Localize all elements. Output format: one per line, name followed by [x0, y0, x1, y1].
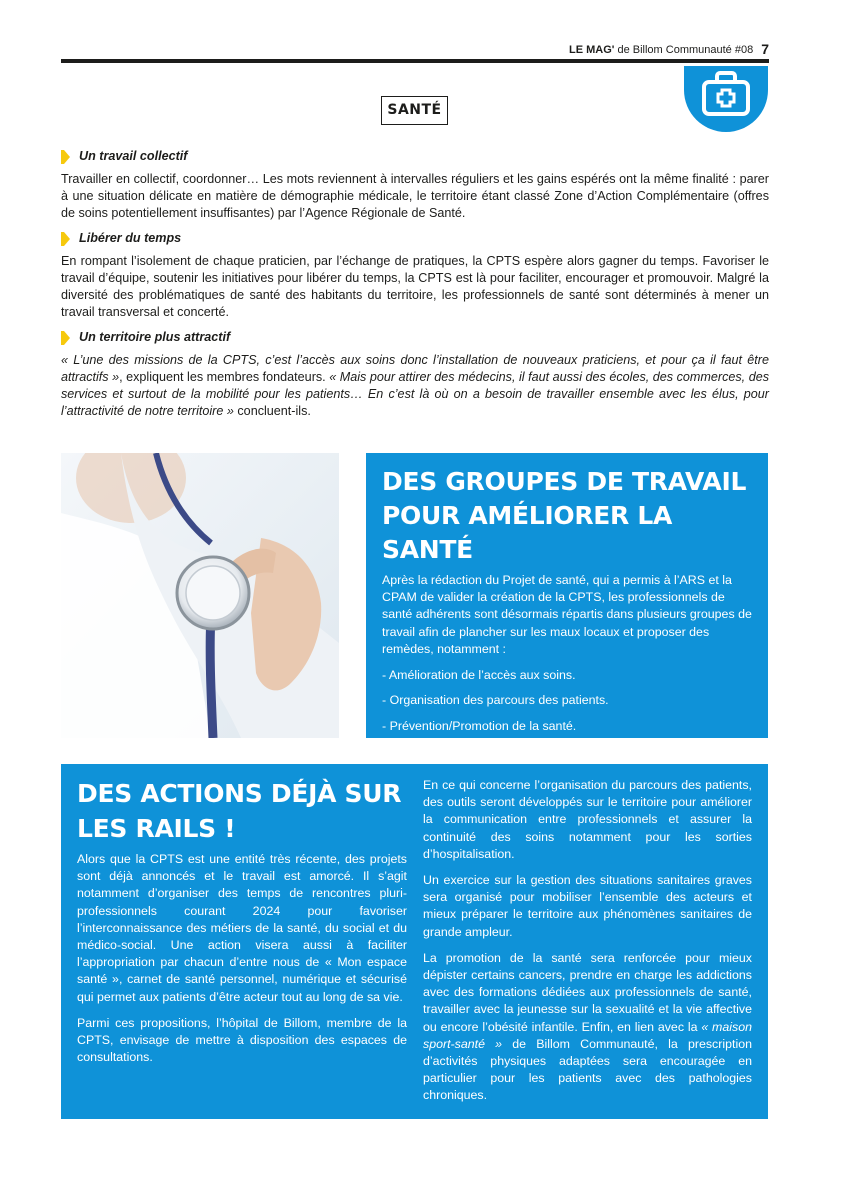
- doctor-stethoscope-photo: [61, 453, 339, 738]
- stethoscope-image: [61, 453, 339, 738]
- working-groups-text: Après la rédaction du Projet de santé, qui a permis à l’ARS et la CPAM de valider la création de la CPTS, les professionnels de santé adhérents sont désormais répartis dans plusieurs groupes de travail afin de plancher sur les maux locaux et proposer des remèdes, notamment :: [382, 573, 752, 656]
- title-line: DES ACTIONS DÉJÀ SUR: [77, 779, 402, 808]
- page-header: [61, 36, 769, 60]
- quote-end: concluent-ils.: [233, 404, 311, 418]
- title-line: POUR AMÉLIORER LA SANTÉ: [382, 501, 673, 564]
- actions-paragraph: En ce qui concerne l’organisation du parcours des patients, des outils seront développés sur le territoire pour améliorer la communication entre professionnels et assurer la continuité des soins notamment pour les sorties d’hospitalisation.: [423, 778, 752, 861]
- maison-sport-sante: « maison sport-santé »: [423, 1019, 752, 1051]
- intro-article: [61, 148, 769, 424]
- medical-kit-icon: [684, 66, 768, 132]
- page-number: 7: [761, 41, 769, 57]
- header-title: [569, 40, 769, 56]
- paragraph-temps: En rompant l’isolement de chaque praticien, par l’échange de pratiques, la CPTS espère alors gagner du temps. Favoriser le travail d’équipe, soutenir les initiatives pour libérer du temps, la CPTS est là pour faciliter, encourager et promouvoir. Malgré la diversité des problématiques de santé des habitants du territoire, les professionnels de santé sont déterminés à mener un travail transversal et concerté.: [61, 254, 769, 319]
- list-item: - Organisation des parcours des patients.: [382, 693, 609, 708]
- magazine-name: LE MAG': [569, 44, 615, 56]
- actions-paragraph: Un exercice sur la gestion des situations sanitaires graves sera organisé pour mobiliser l’ensemble des acteurs et mieux préparer le territoire aux phénomènes sanitaires de grande ampleur.: [423, 873, 752, 939]
- bullet-icon: [61, 150, 70, 164]
- actions-right-column: [423, 777, 752, 1105]
- bullet-icon: [61, 331, 70, 345]
- working-groups-box: [366, 453, 768, 759]
- working-groups-title: [382, 465, 752, 567]
- title-line: DES GROUPES DE TRAVAIL: [382, 467, 747, 496]
- actions-left-column: [77, 776, 407, 1066]
- text-run: de Billom Communauté, la prescription d’activités physiques adaptées sera encouragée en particulier pour les patients avec des pathologies chroniques.: [423, 1036, 752, 1103]
- paragraph-territoire: [61, 352, 769, 420]
- bullet-icon: [61, 232, 70, 246]
- actions-box: [61, 764, 768, 1119]
- list-item: - Amélioration de l’accès aux soins.: [382, 667, 576, 682]
- subheading-label: Un territoire plus attractif: [79, 330, 231, 344]
- subheading-label: Un travail collectif: [79, 149, 188, 163]
- list-item: - Attractivité du territoire.: [382, 744, 517, 759]
- list-item: - Prévention/Promotion de la santé.: [382, 718, 577, 733]
- title-line: LES RAILS !: [77, 814, 236, 843]
- magazine-issue: de Billom Communauté #08: [614, 44, 754, 56]
- header-rule: [61, 59, 769, 63]
- subheading-collectif: [61, 148, 769, 165]
- subheading-temps: [61, 230, 769, 247]
- subheading-territoire: [61, 329, 769, 346]
- actions-paragraph: Alors que la CPTS est une entité très récente, des projets sont déjà annoncés et le travail est amorcé. Il s’agit notamment d’organiser des temps de rencontres pluri-professionnels courant 2024 pour favoriser l’interconnaissance des métiers de la santé, du social et du médico-social. Une action visera aussi à faciliter l’appropriation par chacun d’entre nous de « Mon espace santé », carnet de santé personnel, numérique et sécurisé qui permet aux patients d’être acteur tout au long de sa vie.: [77, 852, 407, 1004]
- quote-attribution: , expliquent les membres fondateurs.: [119, 370, 330, 384]
- section-tag: SANTÉ: [381, 96, 448, 125]
- text-run: La promotion de la santé sera renforcée pour mieux dépister certains cancers, prendre en charge les addictions avec des formations dédiées aux professionnels de santé, travailler avec la jeunesse sur la sexualité et la vie affective ou encore l’obésité infantile. Enfin, en lien avec la: [423, 950, 752, 1034]
- actions-paragraph: [423, 950, 752, 1105]
- actions-title: [77, 776, 407, 846]
- health-badge: [684, 66, 768, 132]
- paragraph-collectif: Travailler en collectif, coordonner… Les mots reviennent à intervalles réguliers et les gains espérés ont la même finalité : parer à une situation délicate en matière de démographie médicale, le territoire étant classé Zone d’Action Complémentaire (offres de soins potentiellement insuffisantes) par l’Agence Régionale de Santé.: [61, 172, 769, 220]
- quote-1: « L’une des missions de la CPTS, c’est l’accès aux soins donc l’installation de nouveaux praticiens, et pour ça il faut être attractifs »: [61, 353, 769, 384]
- subheading-label: Libérer du temps: [79, 231, 182, 245]
- actions-paragraph: Parmi ces propositions, l’hôpital de Billom, membre de la CPTS, envisage de mettre à disposition des espaces de consultations.: [77, 1015, 407, 1065]
- quote-2: « Mais pour attirer des médecins, il faut aussi des écoles, des commerces, des services et surtout de la mobilité pour les patients… En c’est là où on a besoin de travailler ensemble avec les élus, pour l’attractivité de notre territoire »: [61, 370, 769, 418]
